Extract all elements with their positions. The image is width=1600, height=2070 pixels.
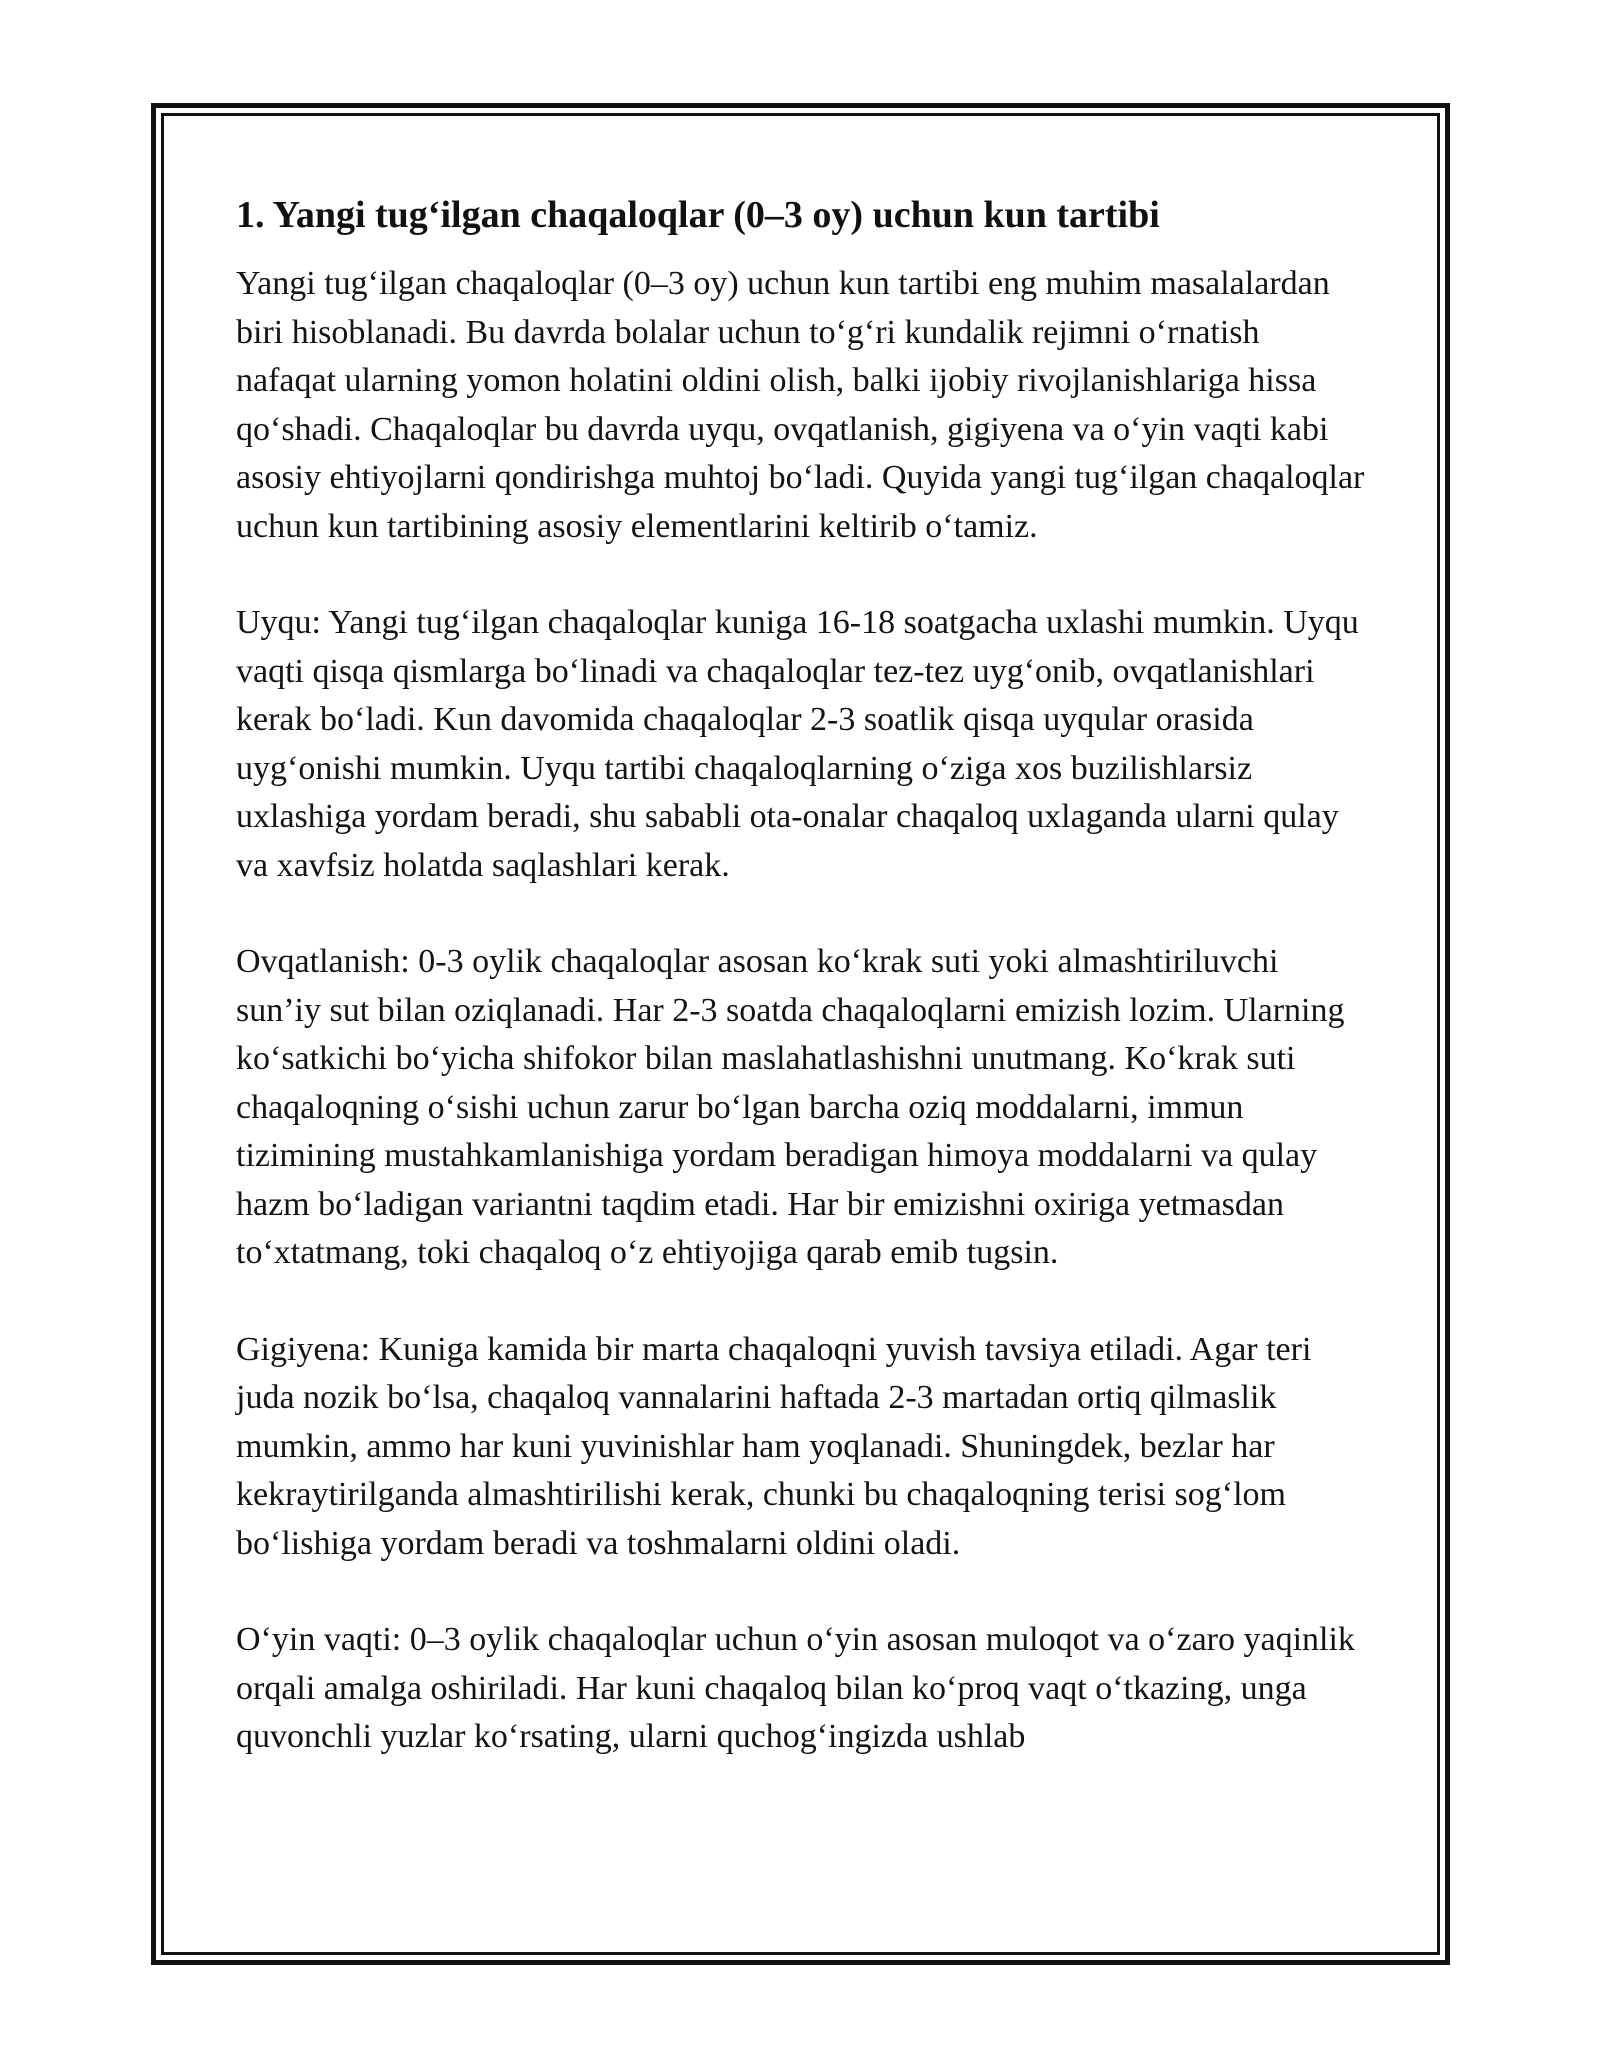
paragraph-intro: Yangi tug‘ilgan chaqaloqlar (0–3 oy) uchun kun tartibi eng muhim masalalardan biri hisoblanadi. Bu davrda bolalar uchun to‘g‘ri kundalik rejimni o‘rnatish nafaqat ularning yomon holatini oldini olish, balki ijobiy rivojlanishlariga hissa qo‘shadi. Chaqaloqlar bu davrda uyqu, ovqatlanish, gigiyena va o‘yin vaqti kabi asosiy ehtiyojlarni qondirishga muhtoj bo‘ladi. Quyida yangi tug‘ilgan chaqaloqlar uchun kun tartibining asosiy elementlarini keltirib o‘tamiz. <box>236 265 1365 545</box>
paragraph-playtime: O‘yin vaqti: 0–3 oylik chaqaloqlar uchun o‘yin asosan muloqot va o‘zaro yaqinlik orqali amalga oshiriladi. Har kuni chaqaloq bilan ko‘proq vaqt o‘tkazing, unga quvonchli yuzlar ko‘rsating, ularni quchog‘ingizda ushlab <box>236 1621 1355 1755</box>
paragraph-hygiene: Gigiyena: Kuniga kamida bir marta chaqaloqni yuvish tavsiya etiladi. Agar teri juda nozik bo‘lsa, chaqaloq vannalarini haftada 2-3 martadan ortiq qilmaslik mumkin, ammo har kuni yuvinishlar ham yoqlanadi. Shuningdek, bezlar har kekraytirilganda almashtirilishi kerak, chunki bu chaqaloqning terisi sog‘lom bo‘lishiga yordam beradi va toshmalarni oldini oladi. <box>236 1330 1312 1562</box>
paragraph-sleep: Uyqu: Yangi tug‘ilgan chaqaloqlar kuniga 16-18 soatgacha uxlashi mumkin. Uyqu vaqti qisqa qismlarga bo‘linadi va chaqaloqlar tez-tez uyg‘onib, ovqatlanishlari kerak bo‘ladi. Kun davomida chaqaloqlar 2-3 soatlik qisqa uyqular orasida uyg‘onishi mumkin. Uyqu tartibi chaqaloqlarning o‘ziga xos buzilishlarsiz uxlashiga yordam beradi, shu sababli ota-onalar chaqaloq uxlaganda ularni qulay va xavfsiz holatda saqlashlari kerak. <box>236 604 1359 884</box>
section-heading: 1. Yangi tug‘ilgan chaqaloqlar (0–3 oy) uchun kun tartibi <box>236 194 1160 236</box>
paragraph-feeding: Ovqatlanish: 0-3 oylik chaqaloqlar asosan ko‘krak suti yoki almashtiriluvchi sun’iy sut bilan oziqlanadi. Har 2-3 soatda chaqaloqlarni emizish lozim. Ularning ko‘satkichi bo‘yicha shifokor bilan maslahatlashishni unutmang. Ko‘krak suti chaqaloqning o‘sishi uchun zarur bo‘lgan barcha oziq moddalarni, immun tizimining mustahkamlanishiga yordam beradigan himoya moddalarni va qulay hazm bo‘ladigan variantni taqdim etadi. Har bir emizishni oxiriga yetmasdan to‘xtatmang, toki chaqaloq o‘z ehtiyojiga qarab emib tugsin. <box>236 943 1345 1271</box>
document-body <box>236 188 1366 1810</box>
